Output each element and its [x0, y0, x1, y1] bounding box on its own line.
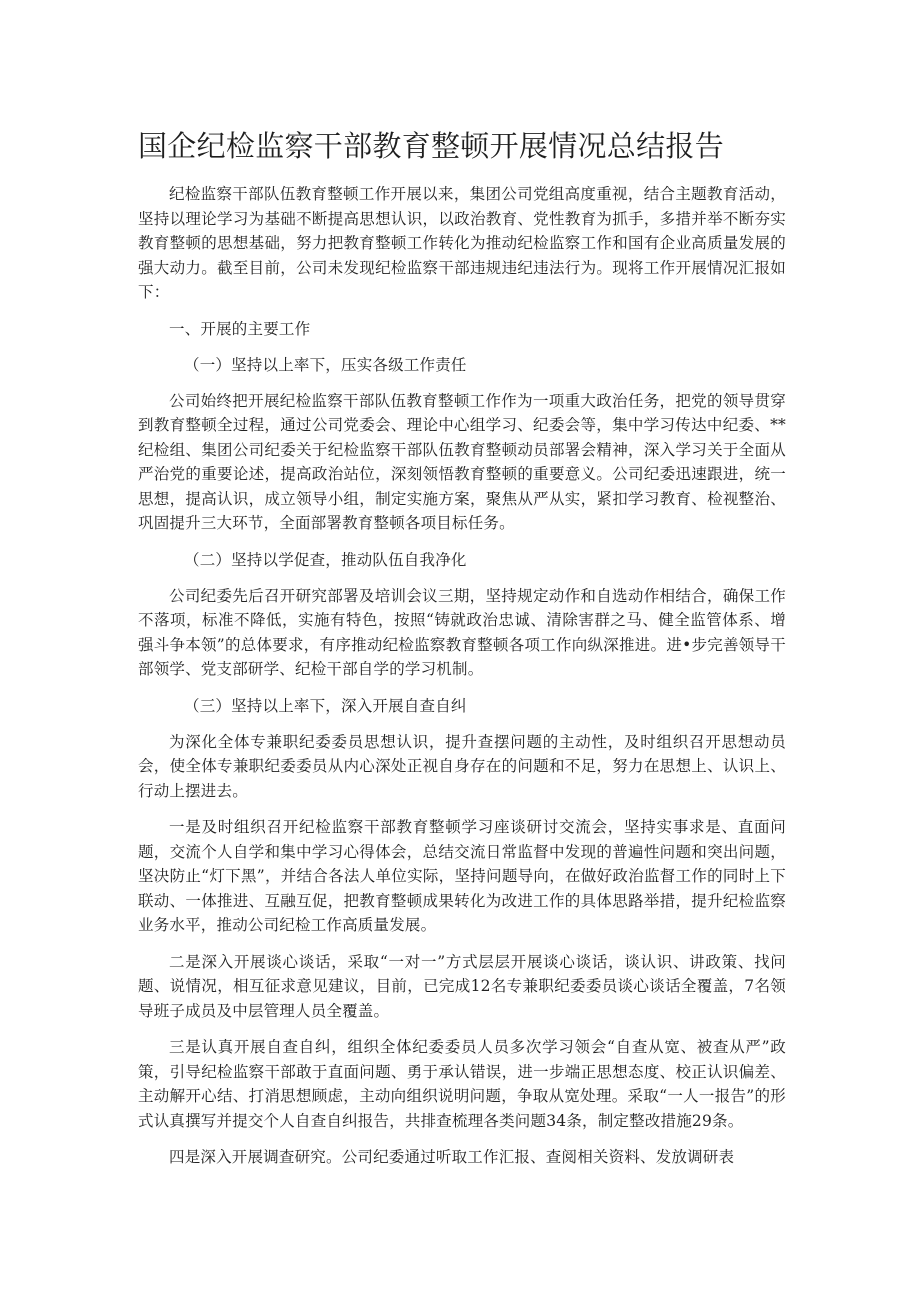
subsection-heading-3: （三）坚持以上率下，深入开展自查自纠 [184, 696, 467, 715]
subsection-heading-1: （一）坚持以上率下，压实各级工作责任 [184, 355, 467, 374]
subsection-heading-2: （二）坚持以学促查，推动队伍自我净化 [184, 550, 467, 569]
document-title: 国企纪检监察干部教育整顿开展情况总结报告 [138, 129, 725, 163]
subsection-3-paragraph: 为深化全体专兼职纪委委员思想认识，提升查摆问题的主动性，及时组织召开思想动员会，使全体专兼职纪委委员从内心深处正视自身存在的问题和不足，努力在思想上、认识上、行动上摆进去。 [138, 732, 786, 800]
document-body [138, 182, 786, 1182]
item-4-paragraph: 四是深入开展调查研究。公司纪委通过听取工作汇报、查阅相关资料、发放调研表 [169, 1148, 735, 1166]
subsection-1-paragraph: 公司始终把开展纪检监察干部队伍教育整顿工作作为一项重大政治任务，把党的领导贯穿到教育整顿全过程，通过公司党委会、理论中心组学习、纪委会等，集中学习传达中纪委、**纪检组、集团公司纪委关于纪检监察干部队伍教育整顿动员部署会精神，深入学习关于全面从严治党的重要论述，提高政治站位，深刻领悟教育整顿的重要意义。公司纪委迅速跟进，统一思想，提高认识，成立领导小组，制定实施方案，聚焦从严从实，紧扣学习教育、检视整治、巩固提升三大环节，全面部署教育整顿各项目标任务。 [138, 391, 786, 532]
item-3-paragraph: 三是认真开展自查自纠，组织全体纪委委员人员多次学习领会“自查从宽、被查从严”政策，引导纪检监察干部敢于直面问题、勇于承认错误，进一步端正思想态度、校正认识偏差、主动解开心结、打消思想顾虑，主动向组织说明问题，争取从宽处理。采取“一人一报告”的形式认真撰写并提交个人自查自纠报告，共排查梳理各类问题34条，制定整改措施29条。 [138, 1038, 786, 1130]
item-1-paragraph: 一是及时组织召开纪检监察干部教育整顿学习座谈研讨交流会，坚持实事求是、直面问题，交流个人自学和集中学习心得体会，总结交流日常监督中发现的普遍性问题和突出问题，坚决防止“灯下黑”，并结合各法人单位实际，坚持问题导向，在做好政治监督工作的同时上下联动、一体推进、互融互促，把教育整顿成果转化为改进工作的具体思路举措，提升纪检监察业务水平，推动公司纪检工作高质量发展。 [138, 818, 786, 934]
section-heading-main-work: 一、开展的主要工作 [169, 319, 311, 338]
subsection-2-paragraph: 公司纪委先后召开研究部署及培训会议三期，坚持规定动作和自选动作相结合，确保工作不落项，标准不降低，实施有特色，按照“铸就政治忠诚、清除害群之马、健全监管体系、增强斗争本领”的总体要求，有序推动纪检监察教育整顿各项工作向纵深推进。进•步完善领导干部领学、党支部研学、纪检干部自学的学习机制。 [138, 586, 786, 678]
item-2-paragraph: 二是深入开展谈心谈话，采取“一对一”方式层层开展谈心谈话，谈认识、讲政策、找问题、说情况，相互征求意见建议，目前，已完成12名专兼职纪委委员谈心谈话全覆盖，7名领导班子成员及中层管理人员全覆盖。 [138, 952, 786, 1020]
intro-paragraph: 纪检监察干部队伍教育整顿工作开展以来，集团公司党组高度重视，结合主题教育活动，坚持以理论学习为基础不断提高思想认识，以政治教育、党性教育为抓手，多措并举不断夯实教育整顿的思想基础，努力把教育整顿工作转化为推动纪检监察工作和国有企业高质量发展的强大动力。截至目前，公司未发现纪检监察干部违规违纪违法行为。现将工作开展情况汇报如下： [138, 185, 786, 301]
